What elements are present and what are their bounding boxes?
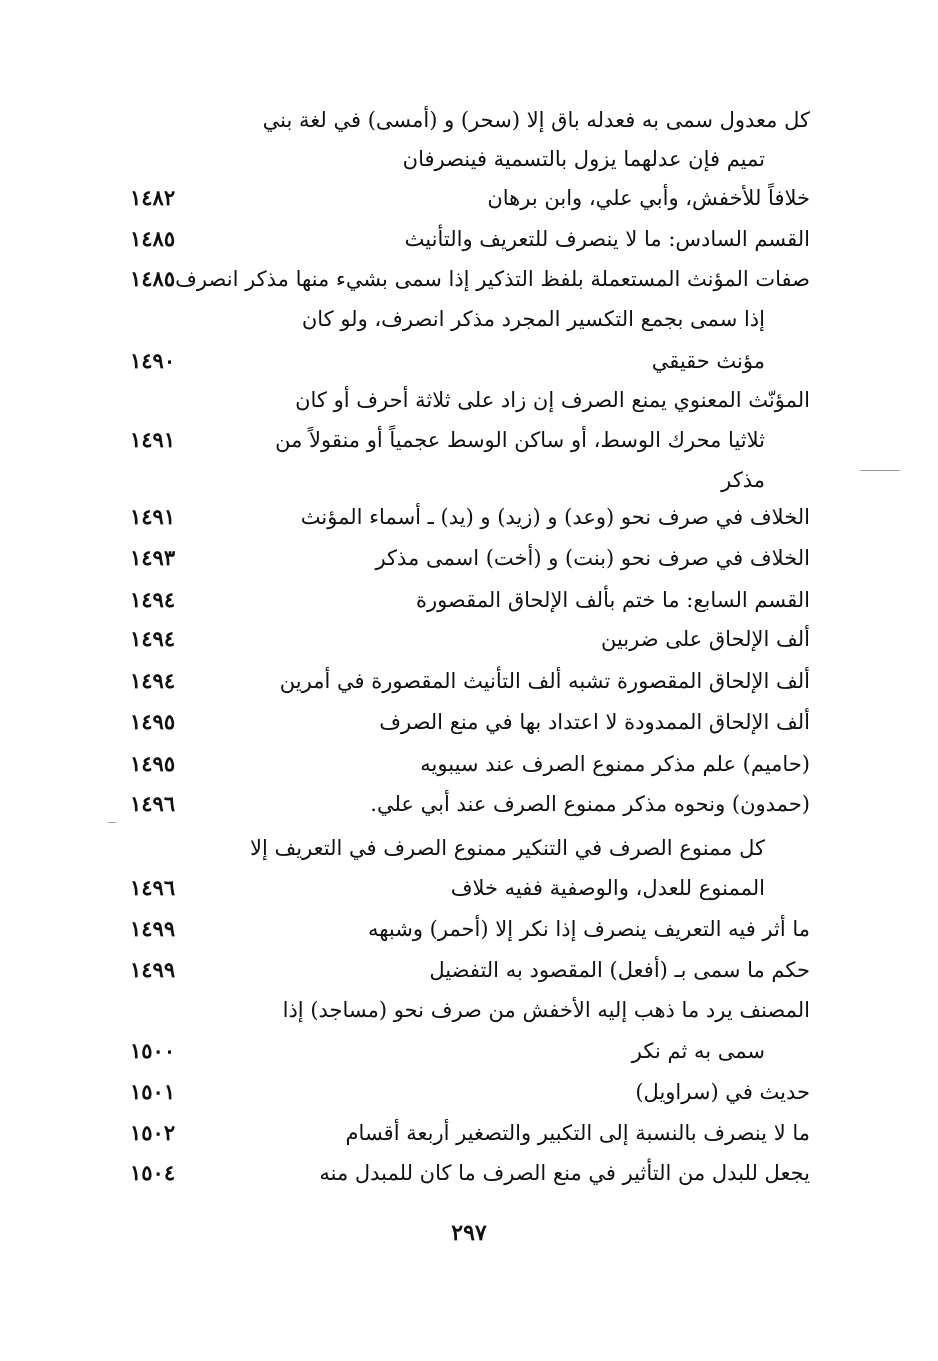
entry-text: يجعل للبدل من التأثير في منع الصرف ما كان للمبدل منه [319,1161,810,1185]
index-entry [130,463,820,497]
index-entry [130,423,820,457]
entry-page-number: ١٤٩٥ [130,709,176,734]
entry-text: حديث في (سراويل) [635,1080,810,1104]
index-entry [130,912,820,946]
entry-page-number: ١٥٠١ [130,1079,176,1104]
entry-page-number: ١٤٩٤ [130,626,176,651]
entry-text: سمى به ثم نكر [631,1039,765,1063]
index-entry [130,262,820,296]
entry-text: ثلاثيا محرك الوسط، أو ساكن الوسط عجمياً أو منقولاً من [275,428,765,452]
margin-mark [860,470,900,471]
index-entry [130,142,820,176]
entry-page-number: ١٥٠٤ [130,1160,176,1185]
entry-text: ألف الإلحاق على ضربين [600,627,810,651]
index-entry [130,705,820,739]
entry-text: القسم السابع: ما ختم بألف الإلحاق المقصورة [415,588,810,612]
entry-page-number: ١٥٠٢ [130,1120,176,1145]
index-entry [130,787,820,821]
entry-text: حكم ما سمى بـ (أفعل) المقصود به التفضيل [429,958,810,982]
entry-text: تميم فإن عدلهما يزول بالتسمية فينصرفان [402,147,765,171]
index-entry [130,344,820,378]
index-entry [130,1034,820,1068]
entry-page-number: ١٤٩٤ [130,587,176,612]
page-number: ٢٩٧ [451,1220,487,1246]
entry-text: المصنف يرد ما ذهب إليه الأخفش من صرف نحو (مساجد) إذا [282,998,810,1022]
entry-page-number: ١٤٩٣ [130,545,176,570]
index-entry [130,871,820,905]
index-entry [130,1156,820,1190]
entry-text: إذا سمى بجمع التكسير المجرد مذكر انصرف، ولو كان [301,307,765,331]
entry-text: (حمدون) ونحوه مذكر ممنوع الصرف عند أبي علي. [370,792,810,816]
entry-text: الممنوع للعدل، والوصفية ففيه خلاف [450,876,765,900]
index-entry [130,953,820,987]
entry-page-number: ١٤٩٥ [130,751,176,776]
entry-text: خلافاً للأخفش، وأبي علي، وابن برهان [487,186,810,210]
entry-text: ما لا ينصرف بالنسبة إلى التكبير والتصغير أربعة أقسام [345,1121,810,1145]
entry-page-number: ١٤٩٦ [130,791,176,816]
entry-text: (حاميم) علم مذكر ممنوع الصرف عند سيبويه [420,752,810,776]
entry-page-number: ١٤٨٢ [130,185,176,210]
entry-page-number: ١٥٠٠ [130,1038,176,1063]
index-entry [130,622,820,656]
index-entry [130,583,820,617]
entry-text: صفات المؤنث المستعملة بلفظ التذكير إذا سمى بشيء منها مذكر انصرف [175,267,810,291]
entry-page-number: ١٤٩١ [130,427,176,452]
entry-text: كل ممنوع الصرف في التنكير ممنوع الصرف في التعريف إلا [250,836,765,860]
entry-text: المؤنّث المعنوي يمنع الصرف إن زاد على ثلاثة أحرف أو كان [295,388,810,412]
entry-page-number: ١٤٩٩ [130,916,176,941]
entry-text: كل معدول سمى به فعدله باق إلا (سحر) و (أمسى) في لغة بني [262,108,810,132]
index-entry [130,1116,820,1150]
entry-page-number: ١٤٩٤ [130,668,176,693]
entry-page-number: ١٤٩٩ [130,957,176,982]
entry-text: القسم السادس: ما لا ينصرف للتعريف والتأنيث [404,227,810,251]
index-entry [130,993,820,1027]
index-entry [130,383,820,417]
index-entry [130,747,820,781]
index-entry [130,1075,820,1109]
index-entry [130,181,820,215]
entry-page-number: ١٤٩١ [130,504,176,529]
entry-text: مذكر [721,468,765,492]
entry-page-number: ١٤٩٦ [130,875,176,900]
index-entry [130,664,820,698]
index-entry [130,222,820,256]
index-entry [130,541,820,575]
margin-mark [108,822,116,823]
entry-text: ألف الإلحاق المقصورة تشبه ألف التأنيث المقصورة في أمرين [279,669,810,693]
entry-text: مؤنث حقيقي [651,349,765,373]
entry-page-number: ١٤٨٥ [130,226,176,251]
entry-text: الخلاف في صرف نحو (وعد) و (زيد) و (يد) ـ أسماء المؤنث [300,505,810,529]
index-entry [130,831,820,865]
index-entry [130,500,820,534]
index-entry [130,302,820,336]
entry-text: الخلاف في صرف نحو (بنت) و (أخت) اسمى مذكر [375,546,810,570]
entry-text: ما أثر فيه التعريف ينصرف إذا نكر إلا (أحمر) وشبهه [367,917,810,941]
entry-page-number: ١٤٨٥ [130,266,176,291]
index-entry [130,103,820,137]
entry-text: ألف الإلحاق الممدودة لا اعتداد بها في منع الصرف [379,710,810,734]
entry-page-number: ١٤٩٠ [130,348,176,373]
